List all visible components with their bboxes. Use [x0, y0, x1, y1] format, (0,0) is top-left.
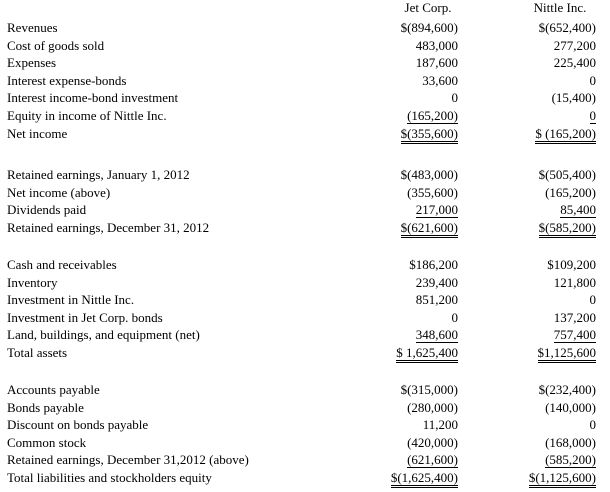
jet-value: (420,000): [407, 434, 458, 450]
nittle-value-cell: [516, 54, 596, 71]
nittle-value: $109,200: [547, 257, 596, 272]
jet-value-cell: [378, 434, 458, 451]
nittle-value-cell: [516, 256, 596, 273]
nittle-value: (140,000): [545, 399, 596, 415]
jet-value: 187,600: [415, 55, 458, 71]
table-row: [0, 54, 610, 71]
nittle-value: 137,200: [553, 309, 596, 325]
jet-value: $ 1,625,400: [396, 346, 458, 363]
jet-value-cell: [378, 166, 458, 183]
row-label: Retained earnings, December 31, 2012: [7, 219, 210, 235]
nittle-value-cell: [516, 274, 596, 291]
jet-value: (165,200): [407, 108, 458, 123]
jet-value-cell: [378, 469, 458, 488]
nittle-value: 0: [589, 292, 596, 308]
jet-value-cell: [378, 184, 458, 201]
row-label: Net income (above): [7, 184, 111, 200]
jet-value-cell: [378, 309, 458, 326]
nittle-value-cell: [516, 184, 596, 201]
table-row: [0, 381, 610, 398]
jet-value-cell: [378, 381, 458, 398]
jet-value-cell: [378, 274, 458, 291]
jet-value: $(1,625,400): [391, 471, 458, 488]
jet-value-cell: [378, 291, 458, 308]
jet-value: 33,600: [422, 72, 458, 88]
row-label: Discount on bonds payable: [7, 417, 149, 433]
jet-value-cell: [378, 219, 458, 238]
jet-value: 483,000: [415, 37, 458, 53]
jet-value: 217,000: [415, 202, 458, 218]
nittle-value: $ (165,200): [535, 127, 596, 144]
jet-value: $(894,600): [400, 20, 458, 35]
row-label: Common stock: [7, 434, 87, 450]
nittle-value-cell: [516, 291, 596, 308]
nittle-value-cell: [516, 381, 596, 398]
nittle-value: 121,800: [553, 274, 596, 290]
nittle-value-cell: [516, 416, 596, 433]
table-row: [0, 399, 610, 416]
table-row: [0, 291, 610, 308]
table-row: [0, 125, 610, 142]
nittle-value: $(1,125,600): [529, 471, 596, 488]
row-label: Cost of goods sold: [7, 37, 105, 53]
row-label: Cash and receivables: [7, 257, 117, 272]
nittle-value-cell: [516, 326, 596, 343]
jet-value: 348,600: [415, 327, 458, 343]
table-row: [0, 107, 610, 124]
table-row: [0, 344, 610, 361]
table-row: [0, 469, 610, 486]
nittle-value: 0: [589, 72, 596, 88]
row-label: Retained earnings, December 31,2012 (above): [7, 452, 249, 468]
nittle-value: (168,000): [545, 434, 596, 450]
nittle-value-cell: [516, 107, 596, 124]
nittle-value: 0: [589, 417, 596, 433]
nittle-value-cell: [516, 89, 596, 106]
nittle-value: 277,200: [553, 37, 596, 53]
row-label: Total assets: [7, 345, 68, 360]
row-label: Interest expense-bonds: [7, 72, 127, 88]
table-row: [0, 219, 610, 236]
jet-value: 0: [451, 90, 458, 106]
jet-value-cell: [378, 125, 458, 144]
table-row: [0, 19, 610, 36]
row-label: Equity in income of Nittle Inc.: [7, 108, 167, 123]
jet-value-cell: [378, 399, 458, 416]
row-label: Investment in Nittle Inc.: [7, 292, 135, 308]
jet-value: (355,600): [407, 184, 458, 200]
jet-value-cell: [378, 256, 458, 273]
row-label: Revenues: [7, 20, 58, 35]
table-row: [0, 451, 610, 468]
nittle-value: 225,400: [553, 55, 596, 71]
jet-value-cell: [378, 326, 458, 343]
nittle-value-cell: [516, 166, 596, 183]
jet-value: 11,200: [422, 417, 458, 433]
nittle-value-cell: [516, 309, 596, 326]
row-label: Total liabilities and stockholders equity: [7, 470, 212, 485]
nittle-value: (585,200): [545, 452, 596, 468]
nittle-value-cell: [516, 37, 596, 54]
column-header-nittle: Nittle Inc.: [533, 0, 587, 15]
nittle-value: 85,400: [560, 202, 596, 218]
jet-value-cell: [378, 416, 458, 433]
nittle-value-cell: [516, 469, 596, 488]
row-label: Land, buildings, and equipment (net): [7, 327, 200, 343]
column-header-jet: Jet Corp.: [404, 0, 452, 15]
jet-value-cell: [378, 107, 458, 124]
jet-value: $(483,000): [400, 167, 458, 182]
jet-value: $(315,000): [400, 382, 458, 397]
nittle-value: (165,200): [545, 184, 596, 200]
table-row: [0, 274, 610, 291]
jet-value: $186,200: [409, 257, 458, 272]
jet-value: 851,200: [415, 292, 458, 308]
nittle-value: $(232,400): [538, 382, 596, 397]
table-row: [0, 434, 610, 451]
row-label: Expenses: [7, 55, 57, 71]
jet-value: $(355,600): [401, 127, 458, 144]
jet-value: 0: [451, 309, 458, 325]
jet-value-cell: [378, 89, 458, 106]
nittle-value-cell: [516, 344, 596, 363]
row-label: Interest income-bond investment: [7, 90, 179, 106]
nittle-value: 757,400: [553, 327, 596, 343]
table-row: [0, 326, 610, 343]
table-row: [0, 416, 610, 433]
nittle-value-cell: [516, 19, 596, 36]
table-row: [0, 89, 610, 106]
table-row: [0, 37, 610, 54]
nittle-value-cell: [516, 451, 596, 468]
row-label: Retained earnings, January 1, 2012: [7, 167, 190, 182]
jet-value: (621,600): [407, 452, 458, 468]
jet-value-cell: [378, 344, 458, 363]
nittle-value: 0: [589, 108, 596, 123]
jet-value-cell: [378, 201, 458, 218]
jet-value: (280,000): [407, 399, 458, 415]
table-row: [0, 309, 610, 326]
nittle-value: $(505,400): [538, 167, 596, 182]
table-row: [0, 256, 610, 273]
jet-value: 239,400: [415, 274, 458, 290]
row-label: Accounts payable: [7, 382, 100, 397]
nittle-value-cell: [516, 201, 596, 218]
jet-value-cell: [378, 37, 458, 54]
nittle-value-cell: [516, 219, 596, 238]
table-row: [0, 72, 610, 89]
jet-value-cell: [378, 451, 458, 468]
jet-value-cell: [378, 54, 458, 71]
row-label: Dividends paid: [7, 202, 87, 218]
row-label: Net income: [7, 125, 68, 141]
nittle-value-cell: [516, 125, 596, 144]
table-row: [0, 201, 610, 218]
nittle-value: (15,400): [551, 90, 596, 106]
nittle-value-cell: [516, 434, 596, 451]
row-label: Investment in Jet Corp. bonds: [7, 309, 163, 325]
table-row: [0, 166, 610, 183]
jet-value-cell: [378, 19, 458, 36]
nittle-value-cell: [516, 399, 596, 416]
jet-value: $(621,600): [401, 221, 458, 238]
jet-value-cell: [378, 72, 458, 89]
nittle-value: $(652,400): [538, 20, 596, 35]
table-row: [0, 184, 610, 201]
row-label: Bonds payable: [7, 399, 84, 415]
nittle-value: $(585,200): [539, 221, 596, 238]
nittle-value-cell: [516, 72, 596, 89]
nittle-value: $1,125,600: [538, 346, 597, 363]
row-label: Inventory: [7, 274, 58, 290]
